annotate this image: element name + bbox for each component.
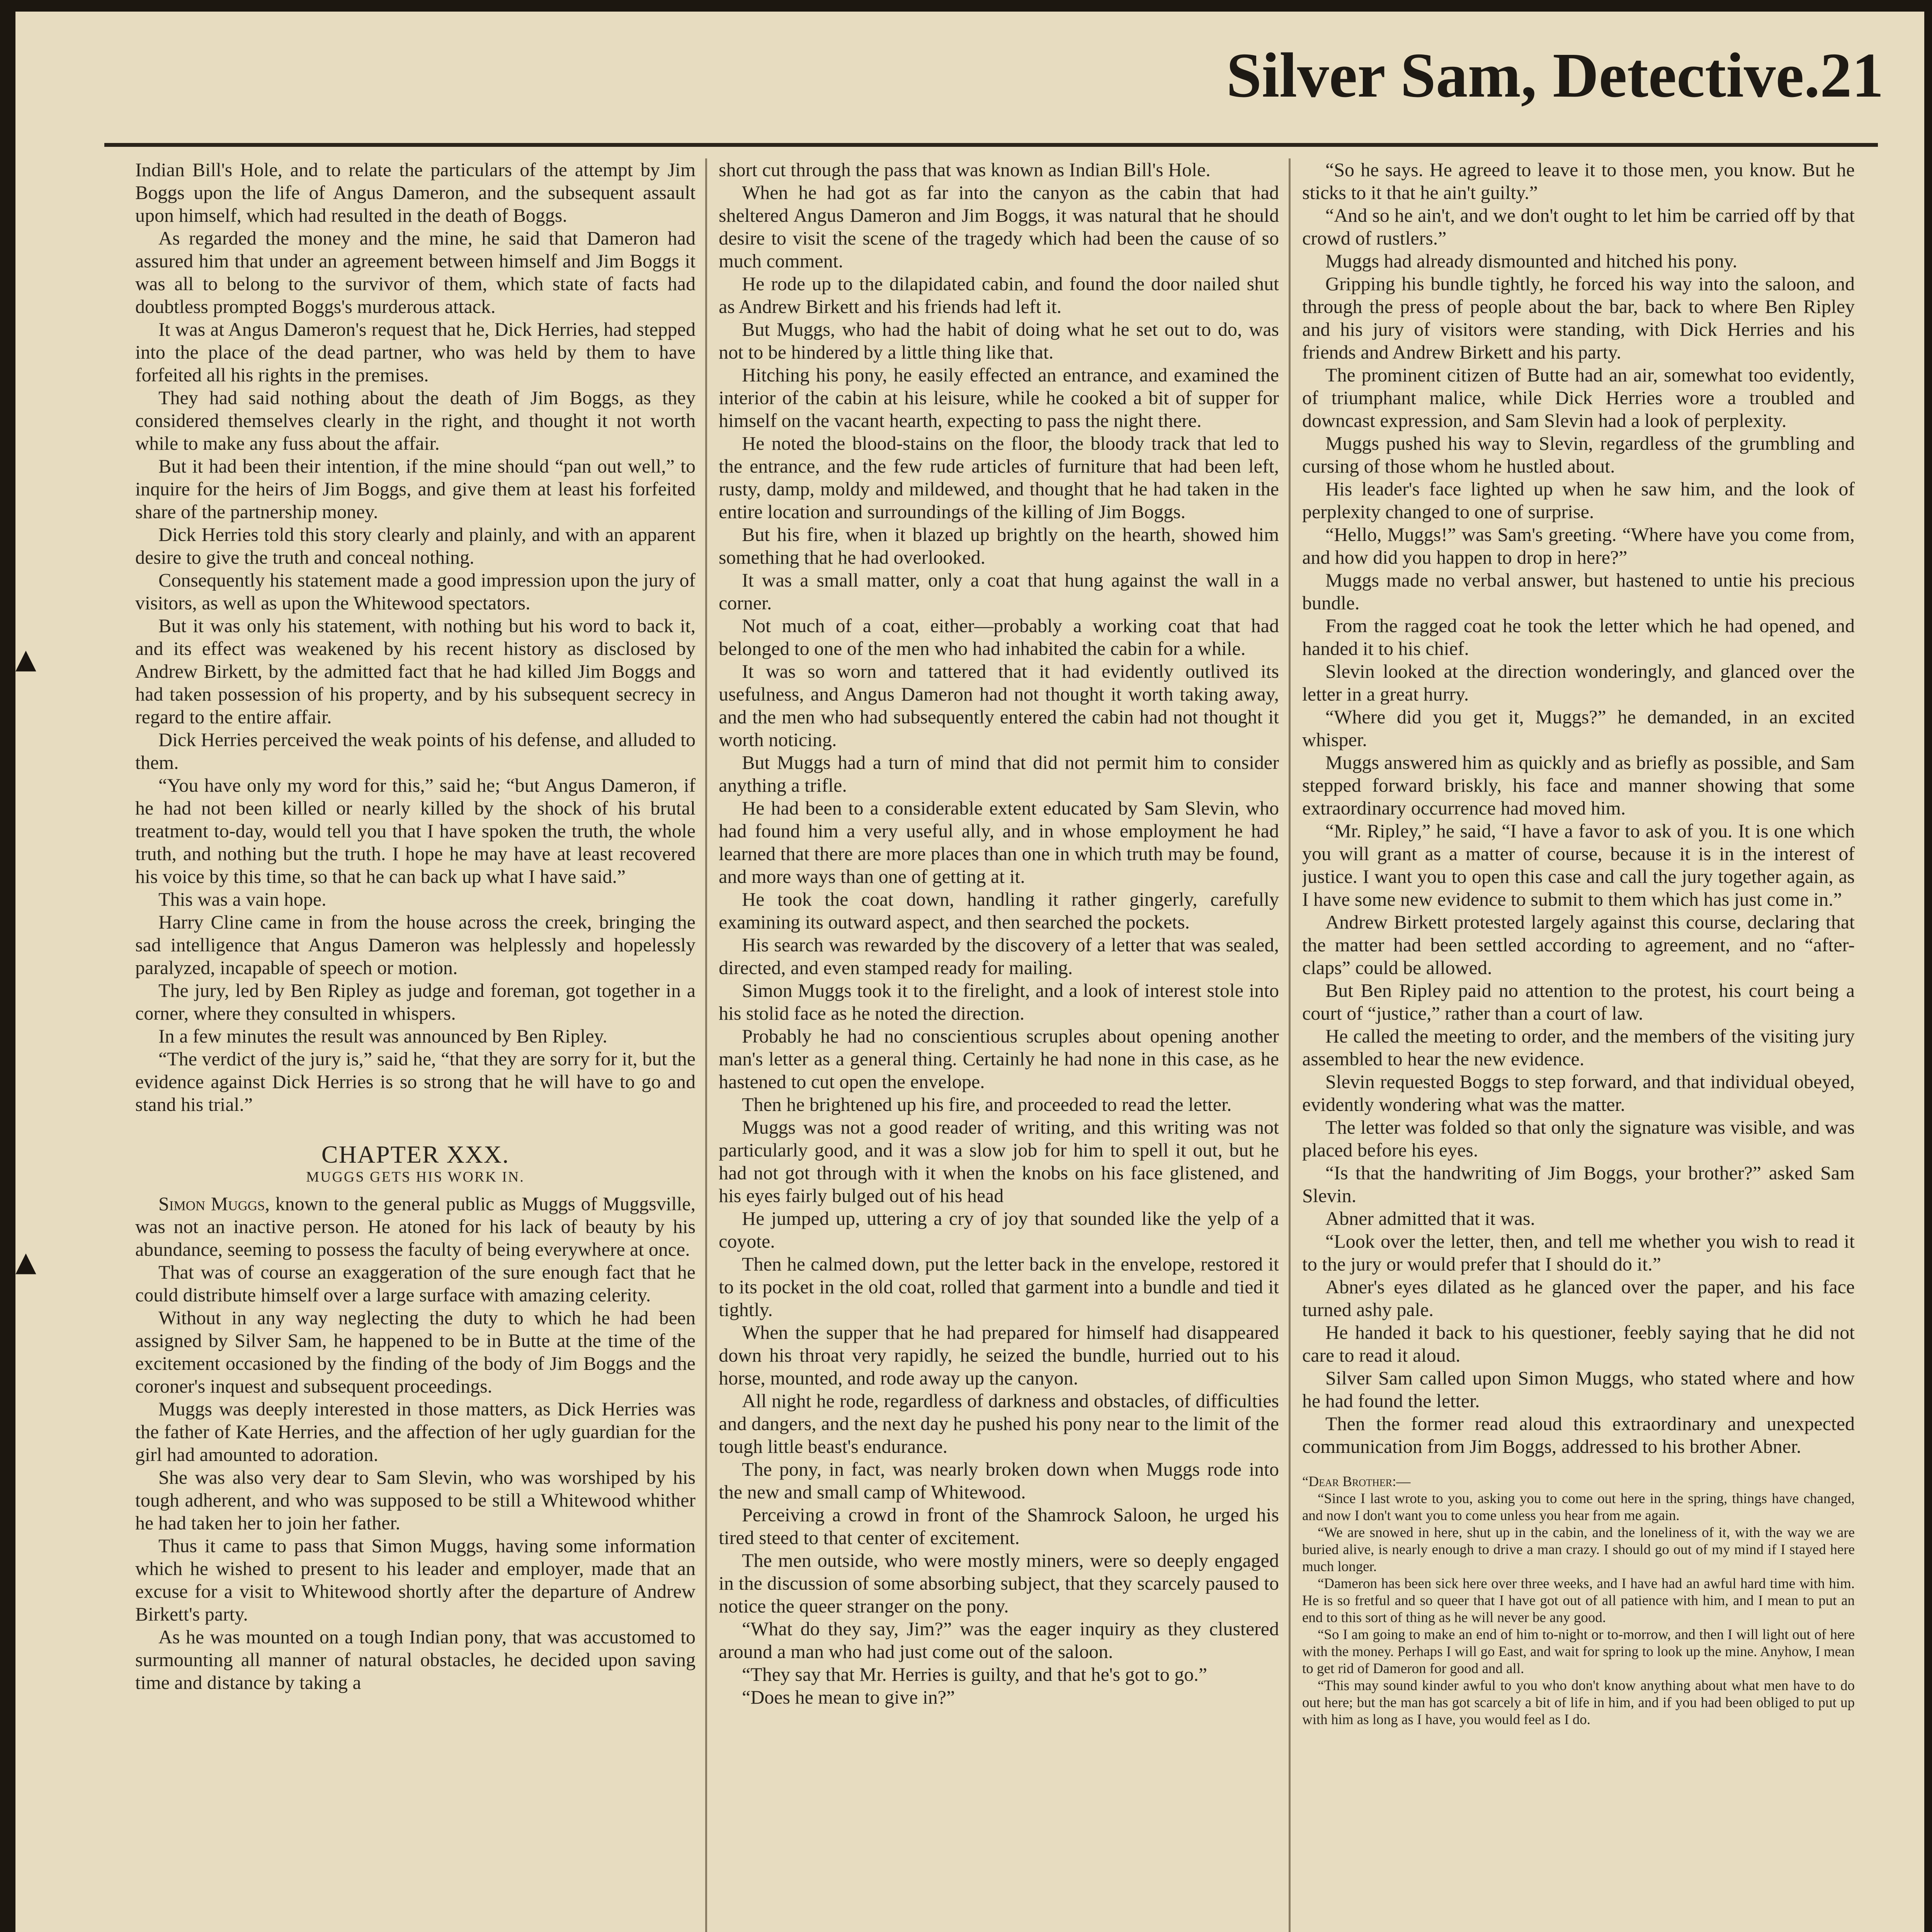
letter-paragraph: “We are snowed in here, shut up in the cabin, and the loneliness of it, with the way we are buried alive, is nearly enough to drive a man crazy. I should go out of my mind if I stayed here much longer. xyxy=(1302,1525,1855,1575)
page-number: 21 xyxy=(1820,40,1884,111)
paragraph: Simon Muggs took it to the firelight, and a look of interest stole into his stolid face as he noted the direction. xyxy=(719,980,1279,1024)
paragraph: Slevin requested Boggs to step forward, and that individual obeyed, evidently wondering what was the matter. xyxy=(1302,1071,1855,1115)
paragraph: He took the coat down, handling it rather gingerly, carefully examining its outward aspect, and then searched the pockets. xyxy=(719,888,1279,933)
paragraph: All night he rode, regardless of darkness and obstacles, of difficulties and dangers, and the next day he pushed his pony near to the limit of the tough little beast's endurance. xyxy=(719,1390,1279,1457)
paragraph: But Muggs had a turn of mind that did not permit him to consider anything a trifle. xyxy=(719,752,1279,796)
paragraph: But Muggs, who had the habit of doing what he set out to do, was not to be hindered by a little thing like that. xyxy=(719,318,1279,363)
paragraph: “You have only my word for this,” said he; “but Angus Dameron, if he had not been killed or nearly killed by the shock of his brutal treatment to-day, would tell you that I have spoken the truth, the whole truth, and nothing but the truth. I hope he may have at least recovered his voice by this time, so that he can back up what I have said.” xyxy=(135,774,696,887)
paragraph: short cut through the pass that was known as Indian Bill's Hole. xyxy=(719,159,1211,180)
paragraph: Muggs answered him as quickly and as briefly as possible, and Sam stepped forward briskly, his face and manner showing that some extraordinary occurrence had moved him. xyxy=(1302,752,1855,819)
paragraph: Thus it came to pass that Simon Muggs, having some information which he wished to present to his leader and employer, made that an excuse for a visit to Whitewood shortly after the departure of Andrew Birkett's party. xyxy=(135,1535,696,1625)
column-divider-1 xyxy=(705,158,707,1932)
column-divider-2 xyxy=(1289,158,1291,1932)
paragraph: “Look over the letter, then, and tell me whether you wish to read it to the jury or would prefer that I should do it.” xyxy=(1302,1230,1855,1275)
column-3-paragraphs xyxy=(1302,158,1855,1458)
paragraph: Abner admitted that it was. xyxy=(1325,1208,1535,1229)
paragraph: Dick Herries perceived the weak points of his defense, and alluded to them. xyxy=(135,729,696,773)
paragraph: Muggs pushed his way to Slevin, regardless of the grumbling and cursing of those whom he hustled about. xyxy=(1302,432,1855,477)
paragraph: Without in any way neglecting the duty to which he had been assigned by Silver Sam, he happened to be in Butte at the time of the excitement occasioned by the finding of the body of Jim Boggs and the coroner's inquest and subsequent proceedings. xyxy=(135,1307,696,1397)
paragraph: Probably he had no conscientious scruples about opening another man's letter as a general thing. Certainly he had none in this case, as he hastened to cut open the envelope. xyxy=(719,1025,1279,1092)
paragraph: His leader's face lighted up when he saw him, and the look of perplexity changed to one of surprise. xyxy=(1302,478,1855,522)
paragraph: Consequently his statement made a good impression upon the jury of visitors, as well as upon the Whitewood spectators. xyxy=(135,569,696,614)
header-rule xyxy=(104,143,1878,147)
paragraph: It was at Angus Dameron's request that he, Dick Herries, had stepped into the place of the dead partner, who was held by them to have forfeited all his rights in the premises. xyxy=(135,318,696,386)
paragraph: Muggs was deeply interested in those matters, as Dick Herries was the father of Kate Herries, and the affection of her ugly guardian for the girl had amounted to adoration. xyxy=(135,1398,696,1465)
paragraph: He jumped up, uttering a cry of joy that sounded like the yelp of a coyote. xyxy=(719,1208,1279,1252)
letter-salutation: “Dear Brother:— xyxy=(1302,1474,1411,1490)
paragraph: He noted the blood-stains on the floor, the bloody track that led to the entrance, and the few rude articles of furniture that had been left, rusty, damp, moldy and mildewed, and thought that he had taken in the entire location and surroundings of the killing of Jim Boggs. xyxy=(719,432,1279,522)
paragraph: When the supper that he had prepared for himself had disappeared down his throat very rapidly, he seized the bundle, hurried out to his horse, mounted, and rode away up the canyon. xyxy=(719,1321,1279,1389)
paragraph: Perceiving a crowd in front of the Shamrock Saloon, he urged his tired steed to that center of excitement. xyxy=(719,1504,1279,1548)
page-title: Silver Sam, Detective. xyxy=(1226,40,1820,111)
paragraph: When he had got as far into the canyon as the cabin that had sheltered Angus Dameron and Jim Boggs, it was natural that he should desire to visit the scene of the tragedy which had been the cause of so much comment. xyxy=(719,182,1279,272)
paragraph: Indian Bill's Hole, and to relate the particulars of the attempt by Jim Boggs upon the life of Angus Dameron, and the subsequent assault upon himself, which had resulted in the death of Boggs. xyxy=(135,159,696,226)
paragraph: They had said nothing about the death of Jim Boggs, as they considered themselves clearly in the right, and thought it not worth while to make any fuss about the affair. xyxy=(135,387,696,454)
paragraph: Then the former read aloud this extraordinary and unexpected communication from Jim Boggs, addressed to his brother Abner. xyxy=(1302,1413,1855,1457)
paragraph: The letter was folded so that only the signature was visible, and was placed before his eyes. xyxy=(1302,1116,1855,1161)
paragraph: “Where did you get it, Muggs?” he demanded, in an excited whisper. xyxy=(1302,706,1855,750)
paragraph: But it had been their intention, if the mine should “pan out well,” to inquire for the heirs of Jim Boggs, and give them at least his forfeited share of the partnership money. xyxy=(135,455,696,522)
text-column-2 xyxy=(719,158,1279,1932)
chapter-paragraphs xyxy=(135,1261,696,1694)
paragraph: Then he brightened up his fire, and proceeded to read the letter. xyxy=(742,1094,1232,1115)
paragraph: He had been to a considerable extent educated by Sam Slevin, who had found him a very useful ally, and in whose employment he had learned that there are more places than one in which truth may be found, and more ways than one of getting at it. xyxy=(719,797,1279,887)
letter-paragraph: “Dameron has been sick here over three weeks, and I have had an awful hard time with him. He is so fretful and so queer that I have got out of all patience with him, and I mean to put an end to this sort of thing as he will never be any good. xyxy=(1302,1576,1855,1626)
paragraph: Muggs made no verbal answer, but hastened to untie his precious bundle. xyxy=(1302,569,1855,614)
paragraph: The prominent citizen of Butte had an air, somewhat too evidently, of triumphant malice, while Dick Herries wore a troubled and downcast expression, and Sam Slevin had a look of perplexity. xyxy=(1302,364,1855,431)
chapter-first-text: known to the general public as Muggs of Muggsville, was not an inactive person. He atoned for his lack of beauty by his abundance, seeming to possess the faculty of being everywhere at once. xyxy=(135,1193,696,1260)
paragraph: Then he calmed down, put the letter back in the envelope, restored it to its pocket in the old coat, rolled that garment into a bundle and tied it tightly. xyxy=(719,1253,1279,1320)
paragraph: Andrew Birkett protested largely against this course, declaring that the matter had been settled according to agreement, and no “after-claps” could be allowed. xyxy=(1302,911,1855,978)
paragraph: “And so he ain't, and we don't ought to let him be carried off by that crowd of rustlers.” xyxy=(1302,204,1855,249)
paragraph: Hitching his pony, he easily effected an entrance, and examined the interior of the cabin at his leisure, while he cooked a bit of supper for himself on the vacant hearth, expecting to pass the night there. xyxy=(719,364,1279,431)
paragraph: “Mr. Ripley,” he said, “I have a favor to ask of you. It is one which you will grant as a matter of course, because it is in the interest of justice. I want you to open this case and call the jury together again, as I have some new evidence to submit to them which has just come in.” xyxy=(1302,820,1855,910)
paragraph: It was so worn and tattered that it had evidently outlived its usefulness, and Angus Dameron had not thought it worth taking away, and the men who had subsequently entered the cabin had not thought it worth noticing. xyxy=(719,660,1279,750)
paragraph: “They say that Mr. Herries is guilty, and that he's got to go.” xyxy=(742,1663,1208,1685)
paragraph: As regarded the money and the mine, he said that Dameron had assured him that under an agreement between himself and Jim Boggs it was all to belong to the survivor of them, which state of facts had doubtless prompted Boggs's murderous attack. xyxy=(135,227,696,317)
paragraph: Gripping his bundle tightly, he forced his way into the saloon, and through the press of people about the bar, back to where Ben Ripley and his jury of visitors were standing, with Dick Herries and his friends and Andrew Birkett and his party. xyxy=(1302,273,1855,363)
chapter-lead-words: Simon Muggs, xyxy=(158,1193,270,1214)
paragraph: He handed it back to his questioner, feebly saying that he did not care to read it aloud. xyxy=(1302,1321,1855,1366)
newspaper-page xyxy=(15,12,1924,1932)
paragraph: Not much of a coat, either—probably a working coat that had belonged to one of the men who had inhabited the cabin for a while. xyxy=(719,615,1279,659)
letter-paragraph: “This may sound kinder awful to you who don't know anything about what men have to do out here; but the man has got scarcely a bit of life in him, and if you had been obliged to put up with him as long as I have, you would feel as I do. xyxy=(1302,1678,1855,1728)
binding-staple-mark: ▲ xyxy=(15,1246,36,1277)
paragraph: From the ragged coat he took the letter which he had opened, and handed it to his chief. xyxy=(1302,615,1855,659)
text-column-1 xyxy=(135,158,696,1932)
paragraph: But his fire, when it blazed up brightly on the hearth, showed him something that he had overlooked. xyxy=(719,524,1279,568)
paragraph: “Hello, Muggs!” was Sam's greeting. “Where have you come from, and how did you happen to drop in here?” xyxy=(1302,524,1855,568)
paragraph: She was also very dear to Sam Slevin, who was worshiped by his tough adherent, and who was supposed to be still a Whitewood whither he had taken her to join her father. xyxy=(135,1466,696,1534)
letter-paragraph: “So I am going to make an end of him to-night or to-morrow, and then I will light out of here with the money. Perhaps I will go East, and wait for spring to look up the mine. Anyhow, I mean to get rid of Dameron for good and all. xyxy=(1302,1627,1855,1677)
paragraph: The men outside, who were mostly miners, were so deeply engaged in the discussion of some absorbing subject, that they scarcely paused to notice the queer stranger on the pony. xyxy=(719,1549,1279,1617)
paragraph: In a few minutes the result was announced by Ben Ripley. xyxy=(158,1025,607,1047)
paragraph: This was a vain hope. xyxy=(158,888,327,910)
paragraph: “So he says. He agreed to leave it to those men, you know. But he sticks to it that he ain't guilty.” xyxy=(1302,159,1855,203)
paragraph: But Ben Ripley paid no attention to the protest, his court being a court of “justice,” rather than a court of law. xyxy=(1302,980,1855,1024)
letter-paragraphs xyxy=(1302,1490,1855,1728)
paragraph: The jury, led by Ben Ripley as judge and foreman, got together in a corner, where they consulted in whispers. xyxy=(135,980,696,1024)
paragraph: Harry Cline came in from the house across the creek, bringing the sad intelligence that Angus Dameron was helplessly and hopelessly paralyzed, incapable of speech or motion. xyxy=(135,911,696,978)
column-2-paragraphs xyxy=(719,158,1279,1709)
binding-staple-mark: ▲ xyxy=(15,643,36,675)
paragraph: Abner's eyes dilated as he glanced over the paper, and his face turned ashy pale. xyxy=(1302,1276,1855,1320)
letter-paragraph: “Since I last wrote to you, asking you to come out here in the spring, things have changed, and now I don't want you to come unless you hear from me again. xyxy=(1302,1491,1855,1524)
paragraph: Silver Sam called upon Simon Muggs, who stated where and how he had found the letter. xyxy=(1302,1367,1855,1412)
chapter-first-paragraph xyxy=(135,1192,696,1261)
paragraph: Muggs had already dismounted and hitched his pony. xyxy=(1325,250,1738,272)
paragraph: “The verdict of the jury is,” said he, “that they are sorry for it, but the evidence against Dick Herries is so strong that he will have to go and stand his trial.” xyxy=(135,1048,696,1115)
paragraph: As he was mounted on a tough Indian pony, that was accustomed to surmounting all manner of natural obstacles, he decided upon saving time and distance by taking a xyxy=(135,1626,696,1693)
paragraph: Muggs was not a good reader of writing, and this writing was not particularly good, and it was a slow job for him to spell it out, but he had not got through with it when the knobs on his face glistened, and his eyes fairly bulged out of his head xyxy=(719,1116,1279,1206)
letter-block xyxy=(1302,1473,1855,1728)
text-column-3 xyxy=(1302,158,1855,1932)
paragraph: “Does he mean to give in?” xyxy=(742,1686,955,1708)
paragraph: That was of course an exaggeration of the sure enough fact that he could distribute himself over a large surface with amazing celerity. xyxy=(135,1261,696,1306)
paragraph: The pony, in fact, was nearly broken down when Muggs rode into the new and small camp of Whitewood. xyxy=(719,1458,1279,1503)
paragraph: “Is that the handwriting of Jim Boggs, your brother?” asked Sam Slevin. xyxy=(1302,1162,1855,1206)
paragraph: He rode up to the dilapidated cabin, and found the door nailed shut as Andrew Birkett and his friends had left it. xyxy=(719,273,1279,317)
paragraph: Slevin looked at the direction wonderingly, and glanced over the letter in a great hurry. xyxy=(1302,660,1855,705)
paragraph: “What do they say, Jim?” was the eager inquiry as they clustered around a man who had just come out of the saloon. xyxy=(719,1618,1279,1662)
chapter-subtitle: MUGGS GETS HIS WORK IN. xyxy=(306,1169,525,1185)
column-1-paragraphs xyxy=(135,158,696,1116)
paragraph: But it was only his statement, with nothing but his word to back it, and its effect was weakened by his recent history as disclosed by Andrew Birkett, by the admitted fact that he had killed Jim Boggs and had taken possession of his property, and by his subsequent secrecy in regard to the entire affair. xyxy=(135,615,696,728)
paragraph: It was a small matter, only a coat that hung against the wall in a corner. xyxy=(719,569,1279,614)
paragraph: He called the meeting to order, and the members of the visiting jury assembled to hear the new evidence. xyxy=(1302,1025,1855,1070)
paragraph: His search was rewarded by the discovery of a letter that was sealed, directed, and even stamped ready for mailing. xyxy=(719,934,1279,978)
chapter-title: CHAPTER XXX. xyxy=(321,1141,510,1168)
paragraph: Dick Herries told this story clearly and plainly, and with an apparent desire to give the truth and conceal nothing. xyxy=(135,524,696,568)
